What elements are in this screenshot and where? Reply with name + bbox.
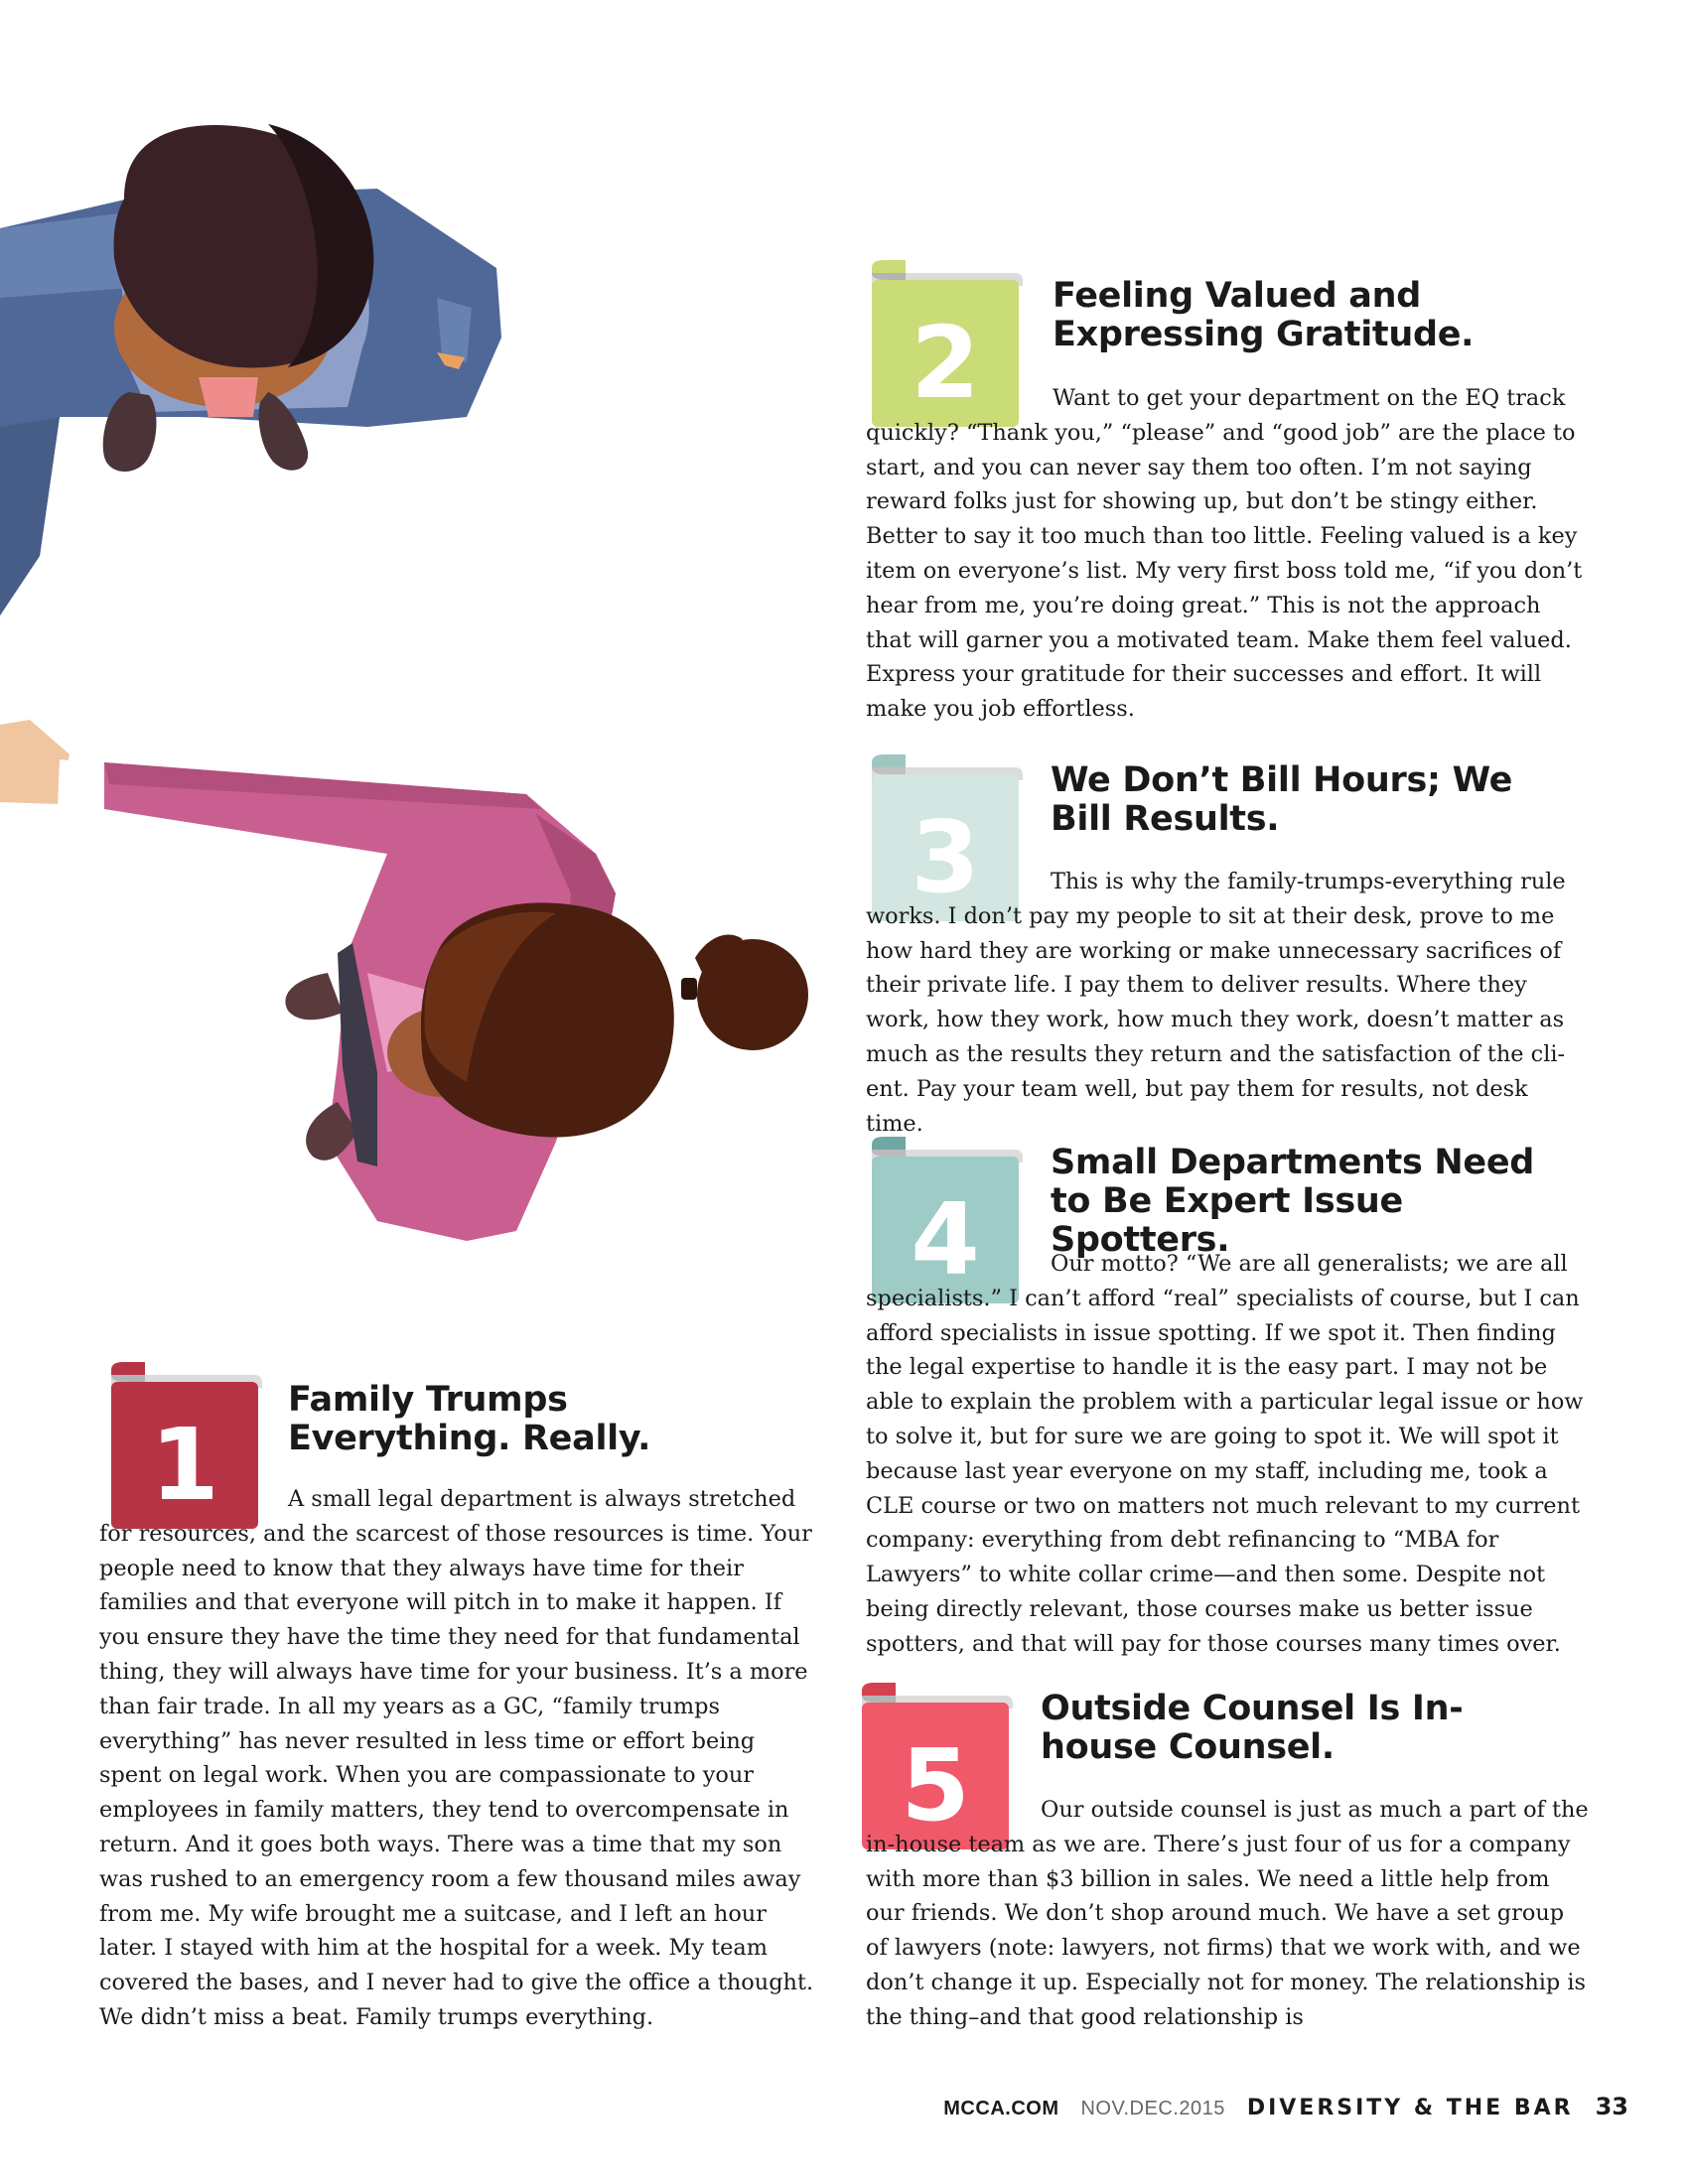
section-body: This is why the family-trumps-everything rule works. I don’t pay my people to sit at their desk, prove to me how hard they are working or make unnecessary sacrifices of their private life. I pay them to deliver results. Where they work, how they work, how much they work, doesn’t matter as much as the results they return and the satisfaction of the client. Pay your team well, but pay them for results, not desk time.	[866, 869, 1566, 1137]
section-heading: Feeling Valued and Expressing Gratitude.	[1053, 276, 1475, 354]
section-body: A small legal department is always stretched for resources, and the scarcest of those resources is time. Your people need to know that they always have time for their families and that everyone will pitch in to make it happen. If you ensure they have the time they need for that fundamental thing, they will always have time for your business. It’s a more than fair trade. In all my years as a GC, “family trumps everything” has never resulted in less time or effort being spent on legal work. When you are compassionate to your employees in family matters, they tend to overcompensate in return. And it goes both ways. There was a time that my son was rushed to an emergency room a few thousand miles away from me. My wife brought me a suitcase, and I left an hour later. I stayed with him at the hospital for a week. My team covered the bases, and I never had to give the office a thought. We didn’t miss a beat. Family trumps everything.	[99, 1486, 814, 2030]
page-footer	[943, 2093, 1628, 2132]
section-number: 4	[911, 1181, 980, 1297]
section-heading: We Don’t Bill Hours; We Bill Results.	[1051, 760, 1513, 839]
section-number: 3	[911, 799, 980, 915]
section-5	[856, 1681, 1591, 2058]
man-figure	[0, 124, 501, 615]
section-heading: Small Departments Need to Be Expert Issue Spotters.	[1051, 1143, 1535, 1260]
footer-site-link[interactable]: MCCA.COM	[943, 2098, 1059, 2119]
section-body: Want to get your department on the EQ track quickly? “Thank you,” “please” and “good job” are the place to start, and you can never say them too often. I’m not saying reward folks just for showing up, but don’t be stingy either. Better to say it too much than too little. Feeling valued is a key item on everyone’s list. My very first boss told me, “if you don’t hear from me, you’re doing great.” This is not the approach that will garner you a motivated team. Make them feel valued. Express your gratitude for their successes and effort. It will make you job effortless.	[866, 385, 1583, 723]
footer-page-number: 33	[1595, 2093, 1628, 2120]
footer-magazine-name: DIVERSITY & THE BAR	[1246, 2096, 1574, 2120]
section-body: Our motto? “We are all generalists; we are all specialists.” I can’t afford “real” specialists of course, but I can afford specialists in issue spotting. If we spot it. Then finding the legal expertise to handle it is the easy part. I may not be able to explain the problem with a particular legal issue or how to solve it, but for sure we are going to spot it. We will spot it because last year everyone on my staff, including me, took a CLE course or two on matters not much relevant to my current company: everything from debt refinancing to “MBA for Lawyers” to white collar crime—and then some. Despite not being directly relevant, those courses make us better issue spotters, and that will pay for those courses many times over.	[866, 1251, 1584, 1657]
section-body: Our outside counsel is just as much a part of the in-house team as we are. There’s just four of us for a company with more than $3 billion in sales. We need a little help from our friends. We don’t shop around much. We have a set group of lawyers (note: lawyers, not firms) that we work with, and we don’t change it up. Especially not for money. The relationship is the thing–and that good relationship is	[866, 1797, 1589, 2030]
handshake-illustration	[0, 0, 854, 1281]
footer-issue-date: NOV.DEC.2015	[1080, 2098, 1225, 2119]
section-number: 1	[150, 1407, 219, 1523]
section-heading: Family Trumps Everything. Really.	[288, 1380, 651, 1458]
section-number: 5	[901, 1727, 970, 1843]
section-number: 2	[911, 305, 980, 421]
woman-figure	[0, 720, 808, 1241]
section-3	[866, 752, 1591, 1137]
section-2	[866, 258, 1591, 735]
section-4	[866, 1135, 1591, 1671]
section-1	[99, 1360, 820, 2055]
section-heading: Outside Counsel Is In-house Counsel.	[1041, 1689, 1464, 1767]
